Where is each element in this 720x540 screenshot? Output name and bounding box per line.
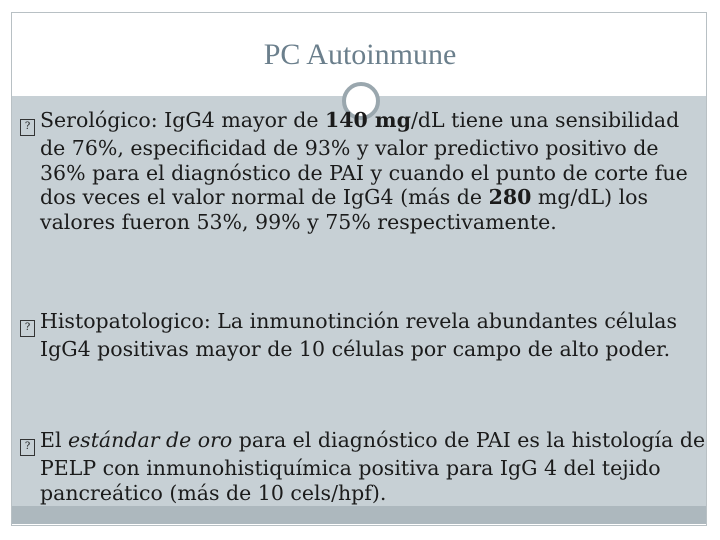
bullet-estandar (20, 428, 710, 505)
bullet-histopatologico (20, 309, 710, 362)
text-part-italic: estándar de oro (68, 428, 233, 452)
bullet-glyph-icon: ? (20, 439, 35, 456)
text-part: para el diagnóstico de PAI es la histología de PELP con inmunohistiquímica positiva para IgG 4 del tejido pancreático (más de 10 cels/hpf). (40, 428, 706, 505)
text-part: /d (410, 108, 431, 132)
bottom-strip (12, 506, 706, 524)
text-part: mg/dL) los valores fueron 53%, 99% y 75% respectivamente. (40, 185, 649, 234)
bullet-glyph-icon: ? (20, 119, 35, 136)
slide-title: PC Autoinmune (263, 38, 457, 71)
bullet-text (20, 108, 710, 234)
text-part: L tiene una sensibilidad de 76%, especificidad de 93% y valor predictivo positivo de 36% para el diagnóstico de PAI y cuando el punto de corte fue dos veces el valor normal de IgG4 (más de (40, 108, 688, 209)
text-part: El (40, 428, 69, 452)
bullet-serologico (20, 108, 710, 234)
text-part-bold: 140 mg (325, 108, 411, 132)
text-part: G (185, 108, 202, 132)
bullet-glyph-icon: ? (20, 320, 35, 337)
text-part-bold: 280 (488, 185, 532, 209)
bullet-text (20, 309, 710, 362)
text-part: Histopatologico: La inmunotinción revela abundantes células IgG4 positivas mayor de 10 células por campo de alto poder. (40, 309, 677, 361)
bullet-text (20, 428, 710, 505)
text-part: 4 mayor de (201, 108, 325, 132)
text-part: Serológico: Ig (40, 108, 186, 132)
